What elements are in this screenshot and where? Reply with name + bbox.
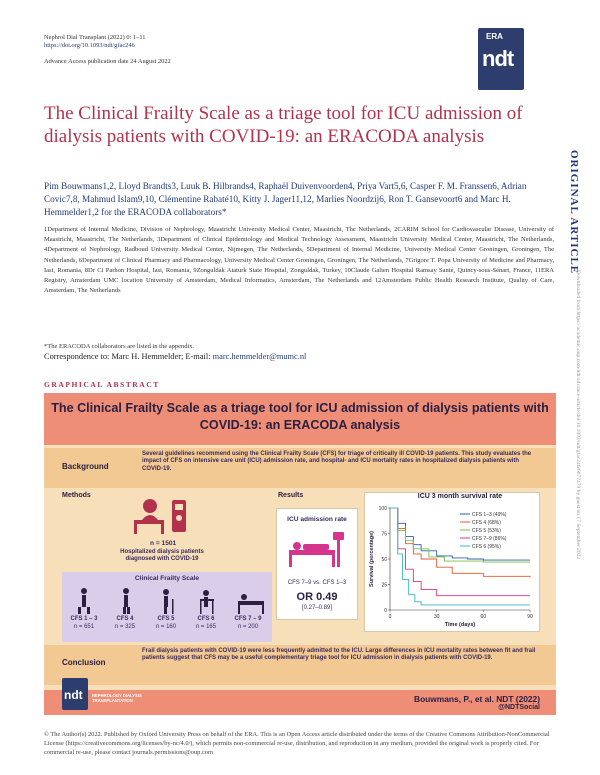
survival-series-line	[390, 508, 530, 605]
download-note: Downloaded from https://academic.oup.com/ndt/advance-article/doi/10.1093/ndt/gfac246/6677479 by guest on 17 September 2022	[575, 270, 581, 560]
correspondence	[44, 352, 306, 361]
conclusion-label: Conclusion	[62, 658, 106, 667]
icu-comparison: CFS 7–9 vs. CFS 1–3	[287, 580, 347, 586]
cfs-title: Clinical Frailty Scale	[134, 575, 200, 582]
confidence-interval: [0.27–0.89]	[301, 605, 333, 611]
population-text: Hospitalized dialysis patients diagnosed with COVID-19	[120, 549, 204, 563]
ga-citation: Bouwmans, P., et al. NDT (2022)	[414, 694, 540, 704]
ga-title: The Clinical Frailty Scale as a triage tool for ICU admission of dialysis patients with COVID-19: an ERACODA analysis	[51, 401, 549, 432]
ndt-footer-logo	[62, 678, 88, 710]
ndt-footer-logo-text: ndt	[64, 688, 83, 702]
ga-title-band	[44, 393, 556, 445]
survival-chart	[364, 488, 540, 636]
cfs-group-label: CFS 4	[116, 616, 134, 622]
collaborators-footnote: *The ERACODA collaborators are listed in the appendix.	[44, 343, 195, 350]
graphical-abstract-label: GRAPHICAL ABSTRACT	[44, 380, 160, 389]
methods-label: Methods	[62, 492, 91, 499]
ndt-footer-name: NEPHROLOGY DIALYSIS TRANSPLANTATION	[92, 693, 142, 703]
cfs-group-n: n = 165	[195, 624, 217, 630]
conclusion-text: Frail dialysis patients with COVID-19 were less frequently admitted to the ICU. Large differences in ICU mortality rates between fit and frail patients suggest that CFS may be a useful complementary triage tool for ICU admission in dialysis patients with COVID-19.	[142, 648, 536, 662]
x-tick-label: 60	[480, 614, 487, 620]
icu-title: ICU admission rate	[287, 516, 347, 523]
x-tick-label: 0	[388, 614, 392, 620]
x-tick-label: 30	[433, 614, 440, 620]
y-tick-label: 50	[381, 557, 387, 563]
cfs-group-n: n = 325	[114, 624, 136, 630]
doi-link[interactable]: https://doi.org/10.1093/ndt/gfac246	[44, 42, 135, 49]
ndt-logo-text: ndt	[482, 46, 514, 71]
y-tick-label: 75	[381, 531, 387, 538]
x-axis-label: Time (days)	[444, 622, 476, 628]
cfs-group-n: n = 651	[73, 624, 95, 630]
cfs-group-label: CFS 7 – 9	[234, 616, 262, 622]
background-label: Background	[62, 462, 109, 471]
background-text: Several guidelines recommend using the Clinical Frailty Scale (CFS) for triage of critically ill COVID-19 patients. This study evaluates the impact of CFS on intensive care unit (ICU) admission rate, and hospital- and ICU mortality rates in hospitalized dialysis patients with COVID-19.	[142, 451, 532, 472]
hospital-patient-icon	[120, 494, 210, 540]
side-strip	[568, 150, 588, 710]
cfs-group-label: CFS 5	[157, 616, 175, 622]
journal-citation: Nephrol Dial Transplant (2022) 0: 1–11	[44, 34, 146, 41]
legend-entry: CFS 5 (53%)	[472, 528, 501, 534]
affiliations: 1Department of Internal Medicine, Division of Nephrology, Maastricht University Medical Center, Maastricht, The Netherlands, 2CARIM School for Cardiovascular Disease, University of Maastricht, Maastricht, The Netherlands, 3Department of Clinical Epidemiology and Medical Technology Assessment, Maastricht University Medical Center, Maastricht, The Netherlands, 4Department of Nephrology, Radboud University Medical Center, Nijmegen, The Netherlands, 5Department of Internal Medicine, University Medical Center Groningen, Groningen, The Netherlands, 6Department of Clinical Pharmacy and Pharmacology, University Medical Center Groningen, Groningen, The Netherlands, 7Grigore T. Popa University of Medicine and Pharmacy, Iasi, Romania, 8Dr Ci Parhon Hospital, Iasi, Romania, 9Zonguldak Ataturk State Hospital, Zonguldak, Turkey, 10Claude Galien Hospital Ramsay Santé, Quincy-sous-Sénart, France, 11ERA Registry, Amsterdam UMC location University of Amsterdam, Medical Informatics, Amsterdam, The Netherlands and 12Amsterdam Public Health Research Institute, Quality of Care, Amsterdam, The Netherlands	[44, 226, 554, 295]
y-axis-label: Survival (percentage)	[369, 531, 375, 587]
legend-entry: CFS 1–3 (49%)	[472, 512, 507, 518]
survival-series-line	[390, 508, 530, 560]
legend-entry: CFS 7–9 (86%)	[472, 536, 507, 542]
author-list: Pim Bouwmans1,2, Lloyd Brandts3, Luuk B. Hilbrands4, Raphaël Duivenvoorden4, Priya Vart5,6, Casper F. M. Franssen6, Adrian Covic7,8, Mahmud Islam9,10, Clémentine Rabaté10, Kitty J. Jager11,12, Marlies Noordzij6, Ron T. Gansevoort6 and Marc H. Hemmelder1,2 for the ERACODA collaborators*	[44, 181, 527, 217]
x-tick-label: 90	[527, 614, 533, 620]
cfs-group-n: n = 160	[155, 624, 177, 630]
frailty-figures-icon	[66, 587, 270, 615]
icu-bed-icon	[285, 528, 349, 570]
correspondence-email[interactable]: marc.hemmelder@mumc.nl	[212, 352, 307, 361]
advance-access-date: Advance Access publication date 24 August 2022	[44, 58, 171, 65]
y-tick-label: 100	[378, 506, 387, 512]
cfs-group-n: n = 200	[237, 624, 259, 630]
cfs-group-label: CFS 1 – 3	[70, 616, 98, 622]
original-article-label: ORIGINAL ARTICLE	[568, 150, 580, 275]
n-total: n = 1501	[150, 540, 177, 547]
survival-series-line	[390, 508, 530, 562]
correspondence-prefix: Correspondence to: Marc H. Hemmelder; E-mail:	[44, 352, 213, 361]
results-label: Results	[278, 492, 304, 499]
cfs-group-label: CFS 6	[197, 616, 215, 622]
y-tick-label: 25	[381, 582, 387, 589]
odds-ratio: OR 0.49	[296, 591, 338, 603]
survival-series-line	[390, 508, 530, 596]
ga-social-handle[interactable]: @NDTSocial	[498, 704, 540, 711]
y-tick-label: 0	[384, 608, 387, 614]
legend-entry: CFS 4 (68%)	[472, 520, 501, 526]
legend-entry: CFS 6 (95%)	[472, 544, 501, 550]
survival-series-line	[390, 508, 530, 577]
era-logo-text: ERA	[486, 32, 503, 41]
copyright-notice: © The Author(s) 2022. Published by Oxford University Press on behalf of the ERA. This is an Open Access article distributed under the terms of the Creative Commons Attribution-NonCommercial License (https://creativecommons.org/licenses/by-nc/4.0/), which permits non-commercial re-use, distribution, and reproduction in any medium, provided the original work is properly cited. For commercial re-use, please contact journals.permissions@oup.com	[44, 731, 550, 756]
era-ndt-logo	[478, 28, 524, 90]
chart-title: ICU 3 month survival rate	[417, 493, 503, 500]
article-title: The Clinical Frailty Scale as a triage tool for ICU admission of dialysis patients with COVID-19: an ERACODA analysis	[44, 103, 523, 147]
